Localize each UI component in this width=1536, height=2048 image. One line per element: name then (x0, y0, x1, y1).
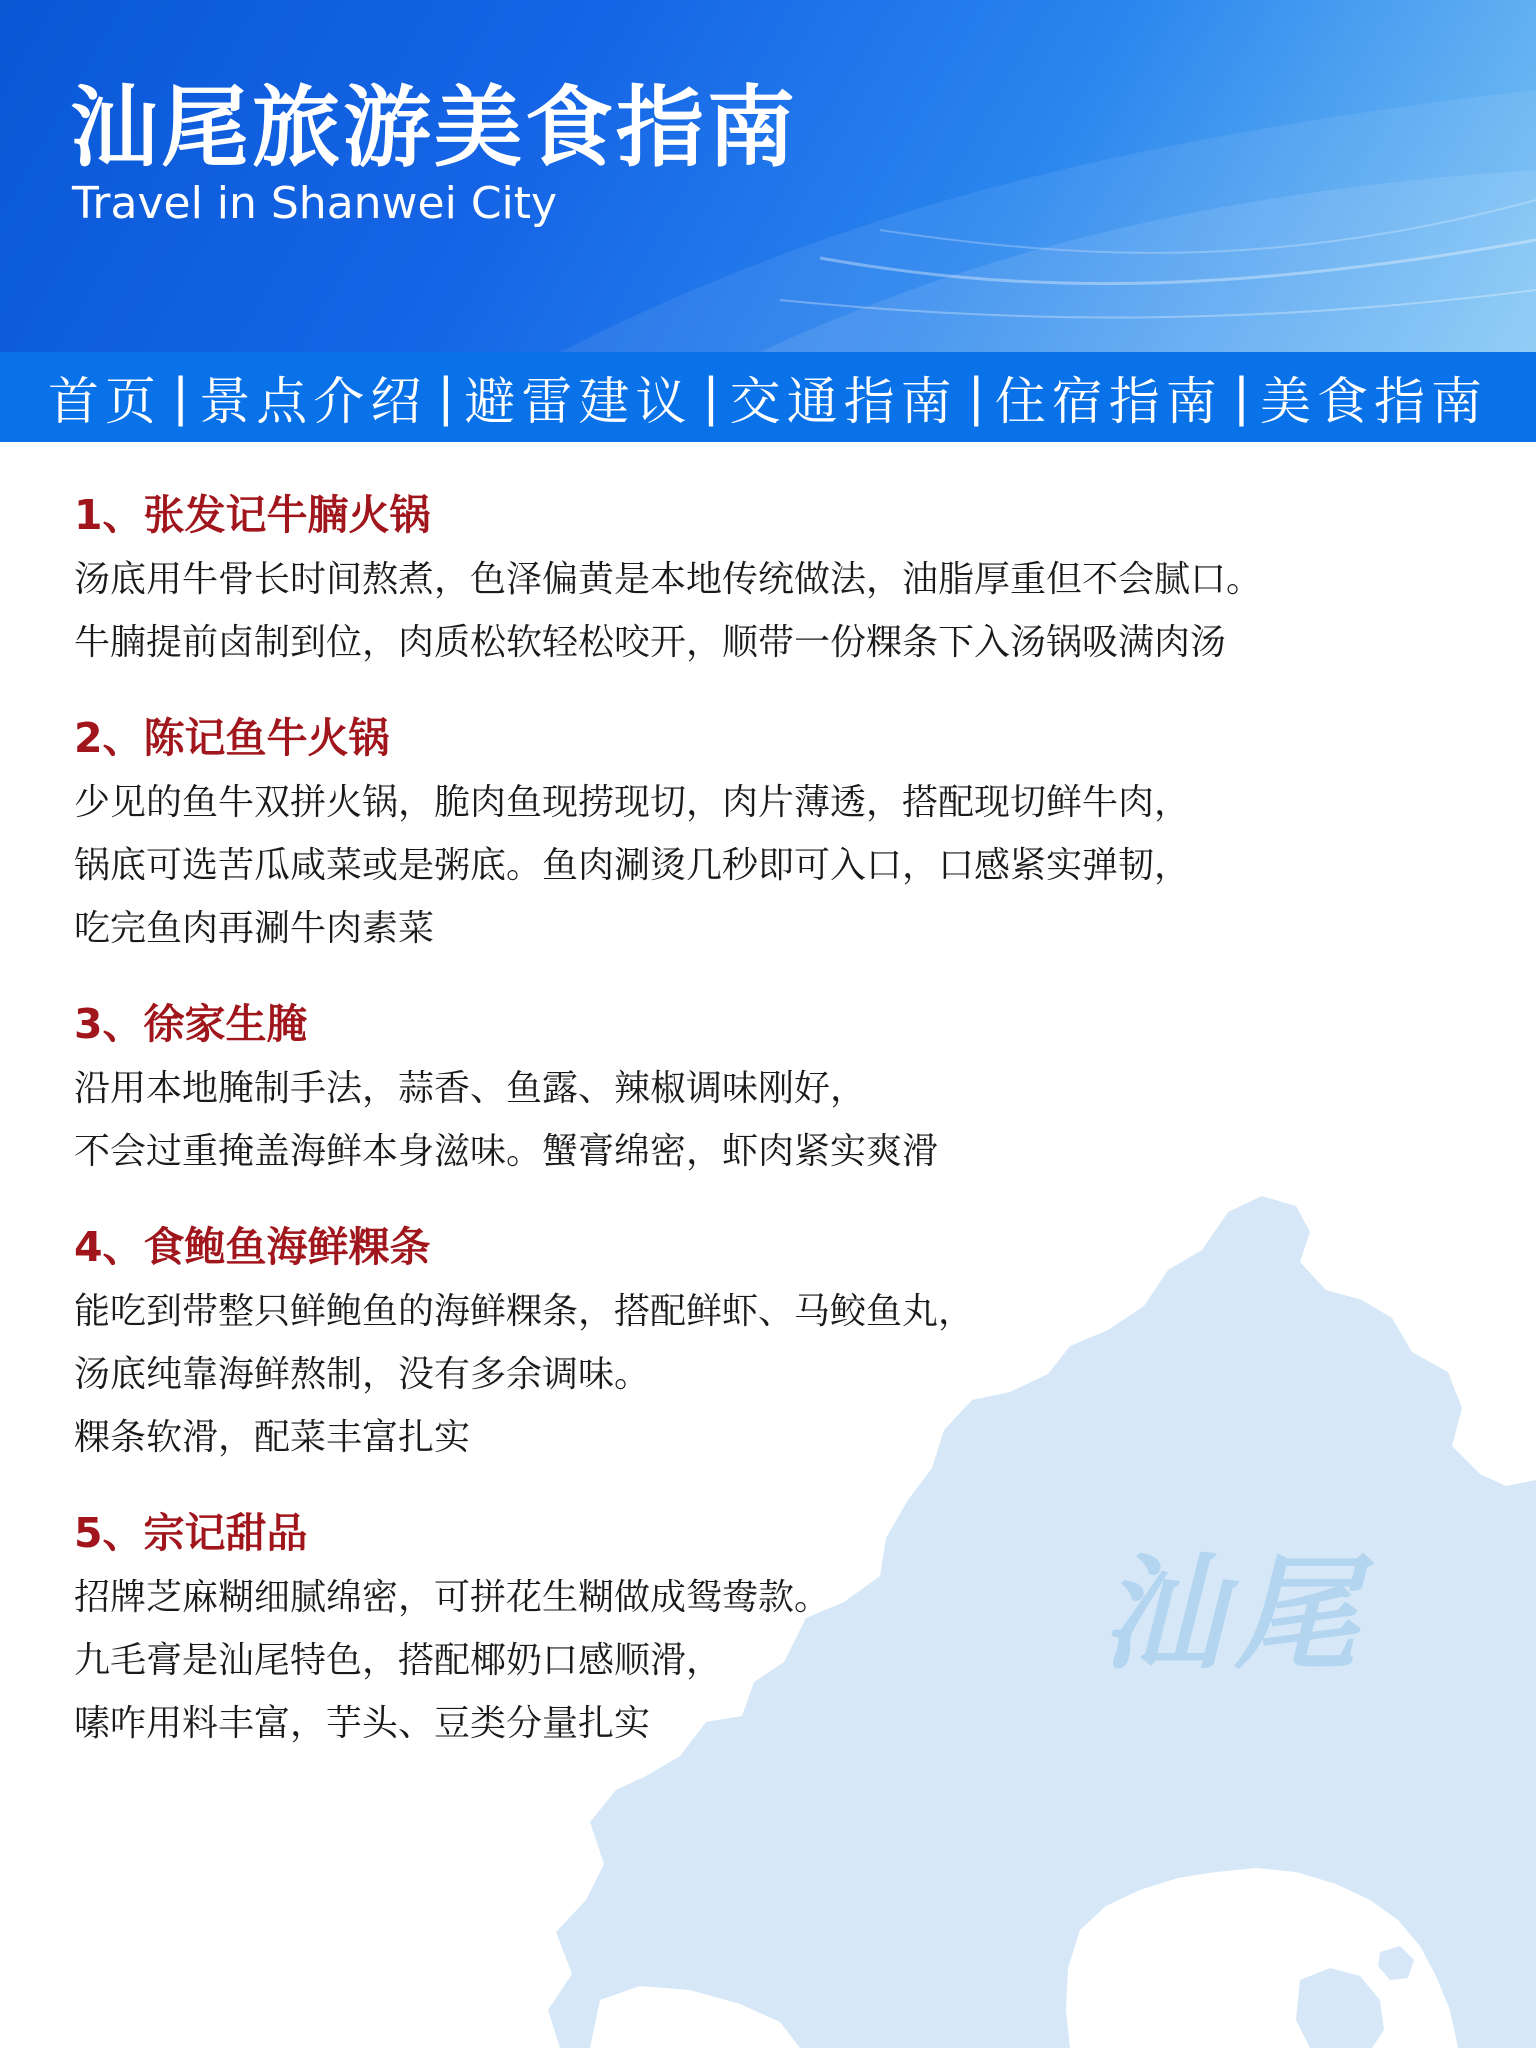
nav-item-transport[interactable]: 交通指南 (729, 373, 958, 432)
food-item-desc-line: 嗉咋用料丰富，芋头、豆类分量扎实 (74, 1703, 651, 1744)
food-item-title: 4、食鲍鱼海鲜粿条 (74, 1223, 431, 1271)
page-title: 汕尾旅游美食指南 (70, 76, 799, 179)
food-item (74, 1214, 1474, 1469)
page-subtitle: Travel in Shanwei City (72, 178, 558, 229)
nav-item-pitfalls[interactable]: 避雷建议 (464, 373, 693, 432)
food-item-title: 1、张发记牛腩火锅 (74, 491, 431, 539)
nav-item-home[interactable]: 首页 (47, 373, 162, 432)
map-label: 汕尾 (1100, 1542, 1369, 1687)
nav-separator: | (702, 367, 720, 427)
food-item-desc-line: 吃完鱼肉再涮牛肉素菜 (74, 908, 435, 949)
nav-bar (0, 352, 1536, 442)
food-list (74, 482, 1474, 1786)
food-item-desc-line: 锅底可选苦瓜咸菜或是粥底。鱼肉涮烫几秒即可入口，口感紧实弹韧， (74, 845, 1191, 886)
food-item-desc-line: 不会过重掩盖海鲜本身滋味。蟹膏绵密，虾肉紧实爽滑 (74, 1131, 939, 1172)
food-item-desc-line: 汤底用牛骨长时间熬煮，色泽偏黄是本地传统做法，油脂厚重但不会腻口。 (74, 559, 1263, 600)
food-item-desc-line: 能吃到带整只鲜鲍鱼的海鲜粿条，搭配鲜虾、马鲛鱼丸， (74, 1291, 975, 1332)
nav-item-lodging[interactable]: 住宿指南 (994, 373, 1223, 432)
nav-separator: | (967, 367, 985, 427)
food-item-desc-line: 招牌芝麻糊细腻绵密，可拼花生糊做成鸳鸯款。 (74, 1577, 831, 1618)
food-item-title: 5、宗记甜品 (74, 1509, 308, 1557)
nav-item-attractions[interactable]: 景点介绍 (199, 373, 428, 432)
food-item-desc-line: 汤底纯靠海鲜熬制，没有多余调味。 (74, 1354, 651, 1395)
nav-separator: | (437, 367, 455, 427)
nav-item-food[interactable]: 美食指南 (1260, 373, 1489, 432)
food-item-desc-line: 牛腩提前卤制到位，肉质松软轻松咬开，顺带一份粿条下入汤锅吸满肉汤 (74, 622, 1227, 663)
food-item (74, 705, 1474, 960)
header-banner (0, 0, 1536, 352)
food-item-title: 3、徐家生腌 (74, 1000, 308, 1048)
food-item (74, 482, 1474, 674)
food-item-desc-line: 九毛膏是汕尾特色，搭配椰奶口感顺滑， (74, 1640, 723, 1681)
food-item-desc-line: 少见的鱼牛双拼火锅，脆肉鱼现捞现切，肉片薄透，搭配现切鲜牛肉， (74, 782, 1191, 823)
food-item (74, 991, 1474, 1183)
food-item (74, 1500, 1474, 1755)
nav-separator: | (1232, 367, 1250, 427)
food-item-desc-line: 沿用本地腌制手法，蒜香、鱼露、辣椒调味刚好， (74, 1068, 867, 1109)
nav-separator: | (172, 367, 190, 427)
food-item-title: 2、陈记鱼牛火锅 (74, 714, 390, 762)
food-item-desc-line: 粿条软滑，配菜丰富扎实 (74, 1417, 471, 1458)
